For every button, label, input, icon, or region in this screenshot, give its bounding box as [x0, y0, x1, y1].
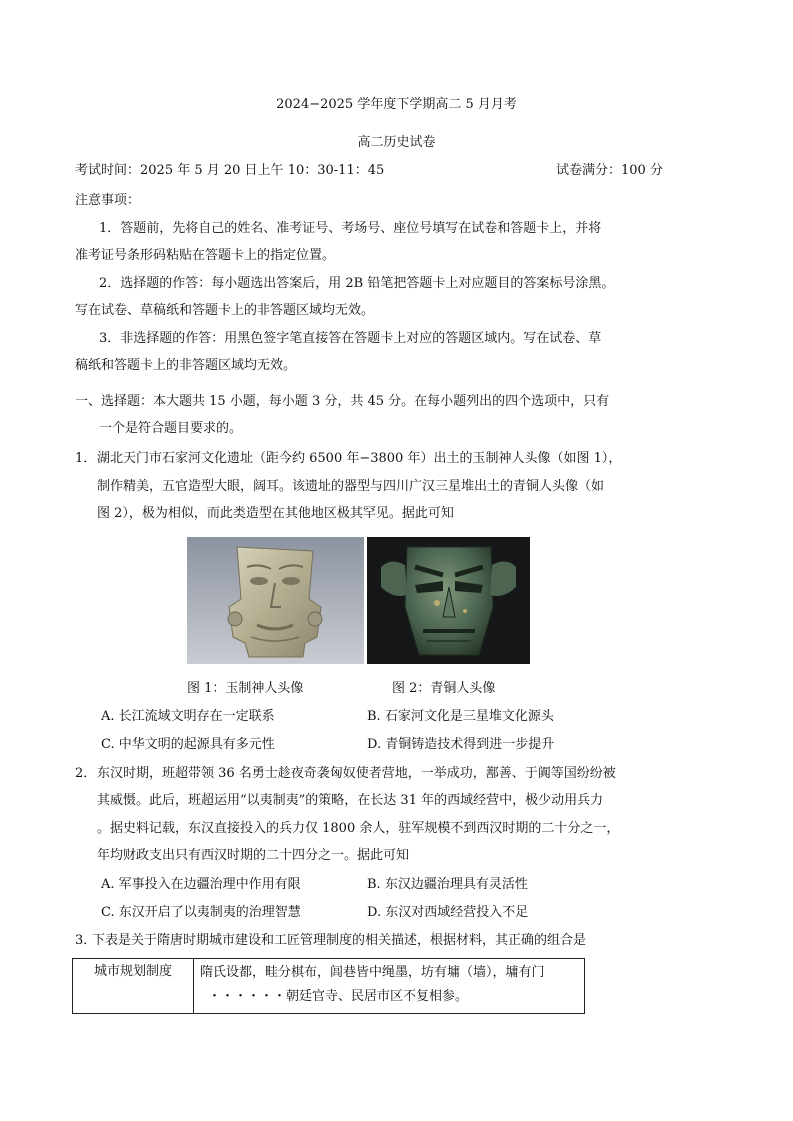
question-2-text: 。据史料记载，东汉直接投入的兵力仅 1800 余人，驻军规模不到西汉时期的二十分之一，	[97, 821, 620, 836]
question-3-number: 3．	[75, 933, 97, 948]
question-1-option-c: C. 中华文明的起源具有多元性	[101, 737, 275, 752]
note-2-line-2: 写在试卷、草稿纸和答题卡上的非答题区域均无效。	[75, 303, 375, 318]
question-1-option-d: D. 青铜铸造技术得到进一步提升	[367, 737, 555, 752]
question-2-option-a: A. 军事投入在边疆治理中作用有限	[101, 877, 301, 892]
exam-time: 考试时间：2025 年 5 月 20 日上午 10：30-11：45	[75, 163, 385, 178]
table-cell-label: 城市规划制度	[73, 959, 194, 1014]
question-3-table	[72, 958, 585, 1014]
question-1-option-b: B. 石家河文化是三星堆文化源头	[367, 709, 554, 724]
section-heading: 一、选择题：本大题共 15 小题，每小题 3 分，共 45 分。在每小题列出的四个选项中，只有	[75, 394, 610, 409]
table-row	[73, 959, 585, 1014]
figure-1-caption: 图 1：玉制神人头像	[187, 681, 304, 696]
section-heading-line-2: 一个是符合题目要求的。	[99, 421, 243, 436]
question-1-text: 湖北天门市石家河文化遗址（距今约 6500 年−3800 年）出土的玉制神人头像（如图 1），	[97, 451, 622, 466]
page-subtitle: 高二历史试卷	[357, 135, 436, 150]
note-1-line-1: 1．答题前，先将自己的姓名、准考证号、考场号、座位号填写在试卷和答题卡上，并将	[99, 221, 602, 236]
note-3-line-2: 稿纸和答题卡上的非答题区域均无效。	[75, 358, 297, 373]
note-3-line-1: 3．非选择题的作答：用黑色签字笔直接答在答题卡上对应的答题区域内。写在试卷、草	[99, 331, 602, 346]
note-1-line-2: 准考证号条形码粘贴在答题卡上的指定位置。	[75, 248, 336, 263]
question-2-option-c: C. 东汉开启了以夷制夷的治理智慧	[101, 905, 301, 920]
notes-heading: 注意事项：	[75, 193, 141, 208]
question-2-option-d: D. 东汉对西域经营投入不足	[367, 905, 529, 920]
question-3-text: 下表是关于隋唐时期城市建设和工匠管理制度的相关描述，根据材料，其正确的组合是	[92, 933, 587, 948]
question-2-text: 其威慑。此后，班超运用“以夷制夷”的策略，在长达 31 年的西域经营中，极少动用兵力	[97, 793, 604, 808]
question-2-text: 年均财政支出只有西汉时期的二十四分之一。据此可知	[97, 848, 410, 863]
full-score: 试卷满分：100 分	[556, 163, 663, 178]
question-2-number: 2．	[75, 766, 97, 781]
table-content-line: ・・・・・・朝廷官寺、民居市区不复相参。	[208, 989, 469, 1004]
figure-2-caption: 图 2：青铜人头像	[392, 681, 496, 696]
question-1-text: 制作精美，五官造型大眼，阔耳。该遗址的器型与四川广汉三星堆出土的青铜人头像（如	[97, 479, 605, 494]
page-title: 2024−2025 学年度下学期高二 5 月月考	[276, 97, 517, 112]
note-2-line-1: 2．选择题的作答：每小题选出答案后，用 2B 铅笔把答题卡上对应题目的答案标号涂黑。	[99, 276, 615, 291]
jade-head-photo	[187, 537, 364, 664]
bronze-head-photo	[367, 537, 530, 664]
table-cell-content	[194, 959, 585, 1014]
question-1-option-a: A. 长江流域文明存在一定联系	[101, 709, 275, 724]
question-2-text: 东汉时期，班超带领 36 名勇士趁夜奇袭匈奴使者营地，一举成功，鄯善、于阗等国纷纷被	[97, 766, 616, 781]
table-content-line: 隋氏设都，畦分棋布，闾巷皆中绳墨，坊有墉（墙），墉有门	[200, 965, 545, 980]
question-1-number: 1．	[75, 451, 97, 466]
question-1-text: 图 2），极为相似，而此类造型在其他地区极其罕见。据此可知	[97, 506, 454, 521]
question-2-option-b: B. 东汉边疆治理具有灵活性	[367, 877, 528, 892]
